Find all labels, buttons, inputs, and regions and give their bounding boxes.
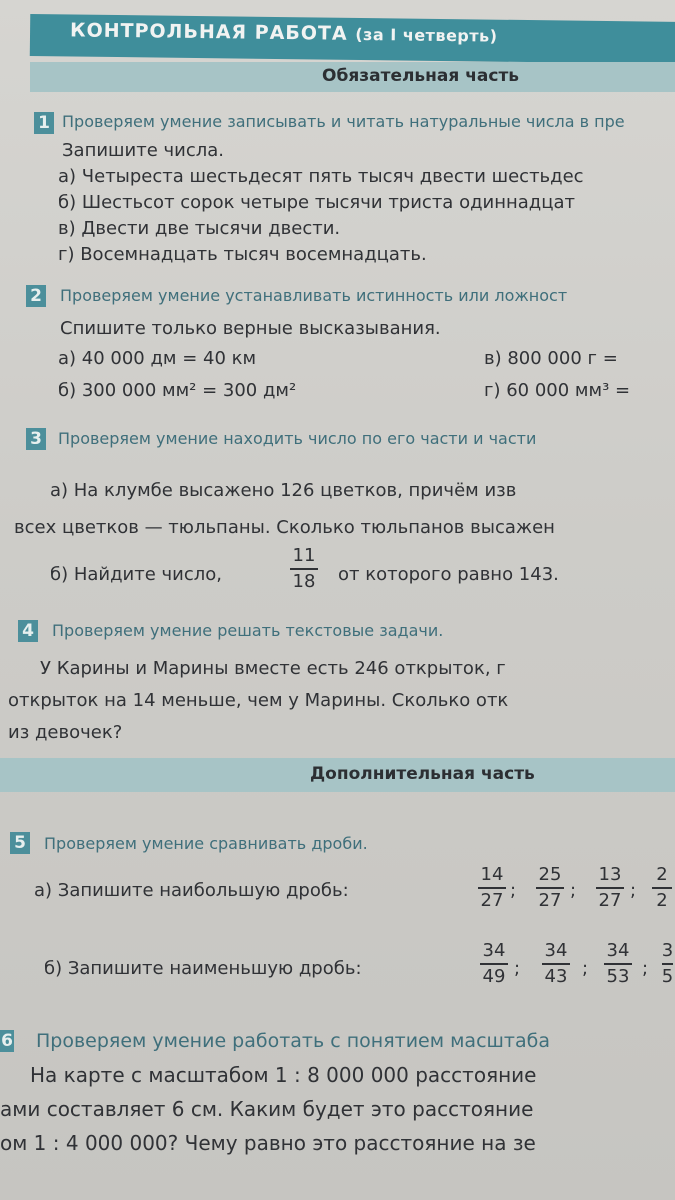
- task-1-instruction: Запишите числа.: [62, 140, 224, 161]
- fraction-bar: [662, 963, 673, 965]
- task-2-number: 2: [26, 285, 46, 307]
- fraction-bar: [480, 963, 508, 965]
- task-2-instruction: Спишите только верные высказывания.: [60, 318, 441, 339]
- task-5b-fraction-3: [602, 940, 634, 988]
- fraction-bar: [290, 568, 318, 570]
- fraction-bar: [596, 887, 624, 889]
- task-3-fraction: [288, 545, 320, 593]
- fraction-numerator: 34: [482, 940, 506, 961]
- separator: ;: [510, 880, 517, 901]
- fraction-bar: [478, 887, 506, 889]
- task-6-line-1: На карте с масштабом 1 : 8 000 000 расстояние: [30, 1063, 537, 1087]
- task-5b-fraction-1: [478, 940, 510, 988]
- task-5a-fraction-2: [534, 864, 566, 912]
- task-5b-fraction-2: [540, 940, 572, 988]
- fraction-denominator: 18: [292, 570, 316, 592]
- task-4-line-2: открыток на 14 меньше, чем у Марины. Сколько отк: [8, 690, 509, 711]
- task-5a-fraction-1: [476, 864, 508, 912]
- task-1-number: 1: [34, 112, 54, 134]
- task-3-heading: Проверяем умение находить число по его части и части: [58, 429, 537, 448]
- task-1-heading: Проверяем умение записывать и читать натуральные числа в пре: [62, 112, 625, 131]
- task-5b-fraction-4: [660, 940, 675, 988]
- task-5-item-a-text: а) Запишите наибольшую дробь:: [34, 880, 349, 901]
- fraction-denominator: 53: [606, 965, 630, 987]
- fraction-numerator: 2: [656, 864, 668, 885]
- separator: ;: [630, 880, 637, 901]
- task-2-item-a: а) 40 000 дм = 40 км: [58, 348, 257, 369]
- fraction-bar: [652, 887, 672, 889]
- title-text: КОНТРОЛЬНАЯ РАБОТА: [69, 19, 348, 45]
- fraction-bar: [536, 887, 564, 889]
- task-5-item-b-text: б) Запишите наименьшую дробь:: [44, 958, 362, 979]
- task-4-line-1: У Карины и Марины вместе есть 246 открыток, г: [40, 658, 506, 679]
- title-subtitle: (за I четверть): [355, 24, 498, 46]
- fraction-numerator: 3: [661, 940, 674, 961]
- task-4-line-3: из девочек?: [8, 722, 123, 743]
- fraction-numerator: 25: [538, 864, 562, 885]
- fraction-numerator: 11: [292, 545, 316, 566]
- additional-part-label: Дополнительная часть: [310, 764, 535, 784]
- task-4-number: 4: [18, 620, 38, 642]
- fraction-numerator: 34: [606, 940, 630, 961]
- fraction-numerator: 14: [480, 864, 504, 885]
- task-2-heading: Проверяем умение устанавливать истинность или ложност: [60, 286, 568, 305]
- task-3-item-a-line1: а) На клумбе высажено 126 цветков, причём изв: [50, 480, 517, 501]
- task-5-number: 5: [10, 832, 30, 854]
- task-2-item-c: в) 800 000 г =: [484, 348, 618, 369]
- task-3-number: 3: [26, 428, 46, 450]
- fraction-bar: [542, 963, 570, 965]
- task-2-item-d: г) 60 000 мм³ =: [484, 380, 631, 401]
- fraction-denominator: 2: [656, 889, 668, 911]
- task-1-item-a: а) Четыреста шестьдесят пять тысяч двести шестьдес: [58, 166, 584, 187]
- task-1-item-b: б) Шестьсот сорок четыре тысячи триста одиннадцат: [58, 192, 575, 213]
- separator: ;: [642, 958, 649, 979]
- fraction-bar: [604, 963, 632, 965]
- task-6-line-2: ами составляет 6 см. Каким будет это расстояние: [0, 1097, 534, 1121]
- separator: ;: [570, 880, 577, 901]
- fraction-numerator: 13: [598, 864, 622, 885]
- separator: ;: [514, 958, 521, 979]
- task-3-item-a-line2: всех цветков — тюльпаны. Сколько тюльпанов высажен: [14, 517, 555, 538]
- fraction-denominator: 43: [544, 965, 568, 987]
- fraction-denominator: 27: [480, 889, 504, 911]
- fraction-denominator: 49: [482, 965, 506, 987]
- task-6-number: 6: [1, 1031, 13, 1051]
- task-5a-fraction-4: [650, 864, 674, 912]
- fraction-denominator: 27: [598, 889, 622, 911]
- mandatory-part-label: Обязательная часть: [322, 66, 520, 86]
- fraction-denominator: 5: [661, 965, 674, 987]
- task-5-heading: Проверяем умение сравнивать дроби.: [44, 834, 368, 853]
- task-2-item-b: б) 300 000 мм² = 300 дм²: [58, 380, 297, 401]
- fraction-denominator: 27: [538, 889, 562, 911]
- task-1-item-d: г) Восемнадцать тысяч восемнадцать.: [58, 244, 427, 265]
- task-3-item-b-prefix: б) Найдите число,: [50, 564, 223, 585]
- task-3-item-b-suffix: от которого равно 143.: [338, 564, 559, 585]
- task-5a-fraction-3: [594, 864, 626, 912]
- task-4-heading: Проверяем умение решать текстовые задачи.: [52, 621, 444, 640]
- task-6-heading: Проверяем умение работать с понятием масштаба: [36, 1030, 550, 1052]
- task-6-line-3: ом 1 : 4 000 000? Чему равно это расстояние на зе: [0, 1131, 536, 1155]
- fraction-numerator: 34: [544, 940, 568, 961]
- separator: ;: [582, 958, 589, 979]
- task-1-item-c: в) Двести две тысячи двести.: [58, 218, 341, 239]
